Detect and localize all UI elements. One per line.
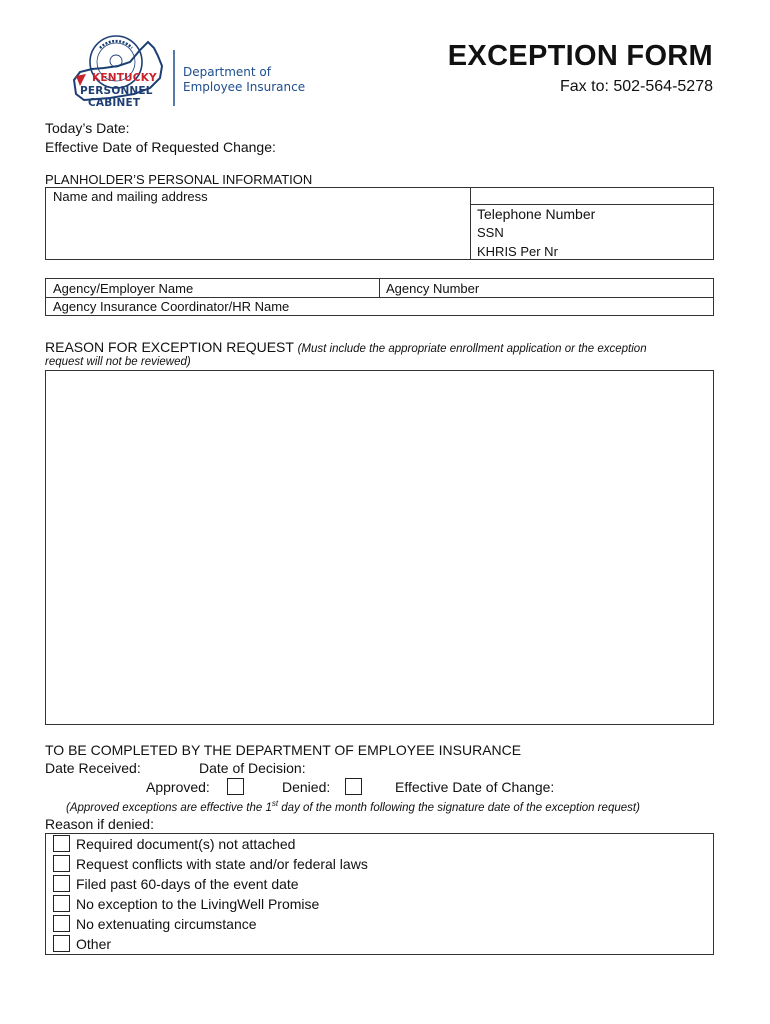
- denial-reason-2: Request conflicts with state and/or federal laws: [76, 856, 368, 872]
- date-of-decision-label: Date of Decision:: [199, 760, 306, 776]
- denial-reason-3: Filed past 60-days of the event date: [76, 876, 299, 892]
- agency-row-line: [45, 297, 714, 298]
- agency-divider: [379, 278, 380, 297]
- denied-label: Denied:: [282, 779, 331, 795]
- agency-number-label[interactable]: Agency Number: [386, 281, 480, 296]
- agency-employer-label[interactable]: Agency/Employer Name: [53, 281, 194, 296]
- approved-note: [66, 799, 640, 814]
- approved-note-before: (Approved exceptions are effective the 1: [66, 801, 272, 814]
- ssn-label: SSN: [477, 225, 504, 240]
- fax-number: Fax to: 502-564-5278: [560, 78, 713, 95]
- approved-note-sup: st: [271, 799, 279, 808]
- personal-info-divider: [470, 187, 471, 260]
- personal-info-row-line: [470, 204, 714, 205]
- name-address-label: Name and mailing address: [53, 189, 208, 204]
- personal-info-heading: PLANHOLDER’S PERSONAL INFORMATION: [45, 172, 313, 187]
- denial-checkbox-1[interactable]: [53, 835, 70, 852]
- kentucky-personnel-cabinet-logo: [70, 28, 310, 112]
- khris-label: KHRIS Per Nr: [477, 244, 558, 259]
- approved-note-after: day of the month following the signature date of the exception request): [278, 801, 640, 814]
- logo-dept-line1: Department of: [183, 65, 271, 79]
- telephone-label: Telephone Number: [477, 206, 596, 222]
- reason-note-part1: (Must include the appropriate enrollment application or the exception: [297, 343, 647, 355]
- denial-checkbox-3[interactable]: [53, 875, 70, 892]
- reason-title: REASON FOR EXCEPTION REQUEST: [45, 339, 294, 355]
- date-received-label: Date Received:: [45, 760, 141, 776]
- denial-reason-1: Required document(s) not attached: [76, 836, 296, 852]
- denial-checkbox-6[interactable]: [53, 935, 70, 952]
- denial-checkbox-5[interactable]: [53, 915, 70, 932]
- approved-checkbox[interactable]: [227, 778, 244, 795]
- effective-change-label: Effective Date of Change:: [395, 779, 555, 795]
- denial-checkbox-2[interactable]: [53, 855, 70, 872]
- reason-text-area[interactable]: [45, 370, 714, 725]
- department-heading: TO BE COMPLETED BY THE DEPARTMENT OF EMPLOYEE INSURANCE: [45, 742, 522, 758]
- denied-checkbox[interactable]: [345, 778, 362, 795]
- form-title: EXCEPTION FORM: [447, 40, 713, 72]
- logo-text-personnel: PERSONNEL: [80, 85, 153, 97]
- denial-checkbox-4[interactable]: [53, 895, 70, 912]
- effective-date-label: Effective Date of Requested Change:: [45, 139, 276, 155]
- logo-text-cabinet: CABINET: [88, 97, 141, 109]
- denial-reason-6: Other: [76, 936, 112, 952]
- todays-date-label: Today’s Date:: [45, 120, 130, 136]
- approved-label: Approved:: [146, 779, 210, 795]
- name-address-field[interactable]: [47, 205, 468, 258]
- coordinator-label[interactable]: Agency Insurance Coordinator/HR Name: [53, 299, 290, 314]
- reason-heading-line: [45, 339, 647, 355]
- logo-text-kentucky: KENTUCKY: [92, 72, 157, 84]
- reason-note-part2: request will not be reviewed): [45, 356, 191, 368]
- logo-dept-line2: Employee Insurance: [183, 80, 306, 94]
- reason-denied-label: Reason if denied:: [45, 816, 154, 832]
- denial-reason-4: No exception to the LivingWell Promise: [76, 896, 320, 912]
- denial-reason-5: No extenuating circumstance: [76, 916, 257, 932]
